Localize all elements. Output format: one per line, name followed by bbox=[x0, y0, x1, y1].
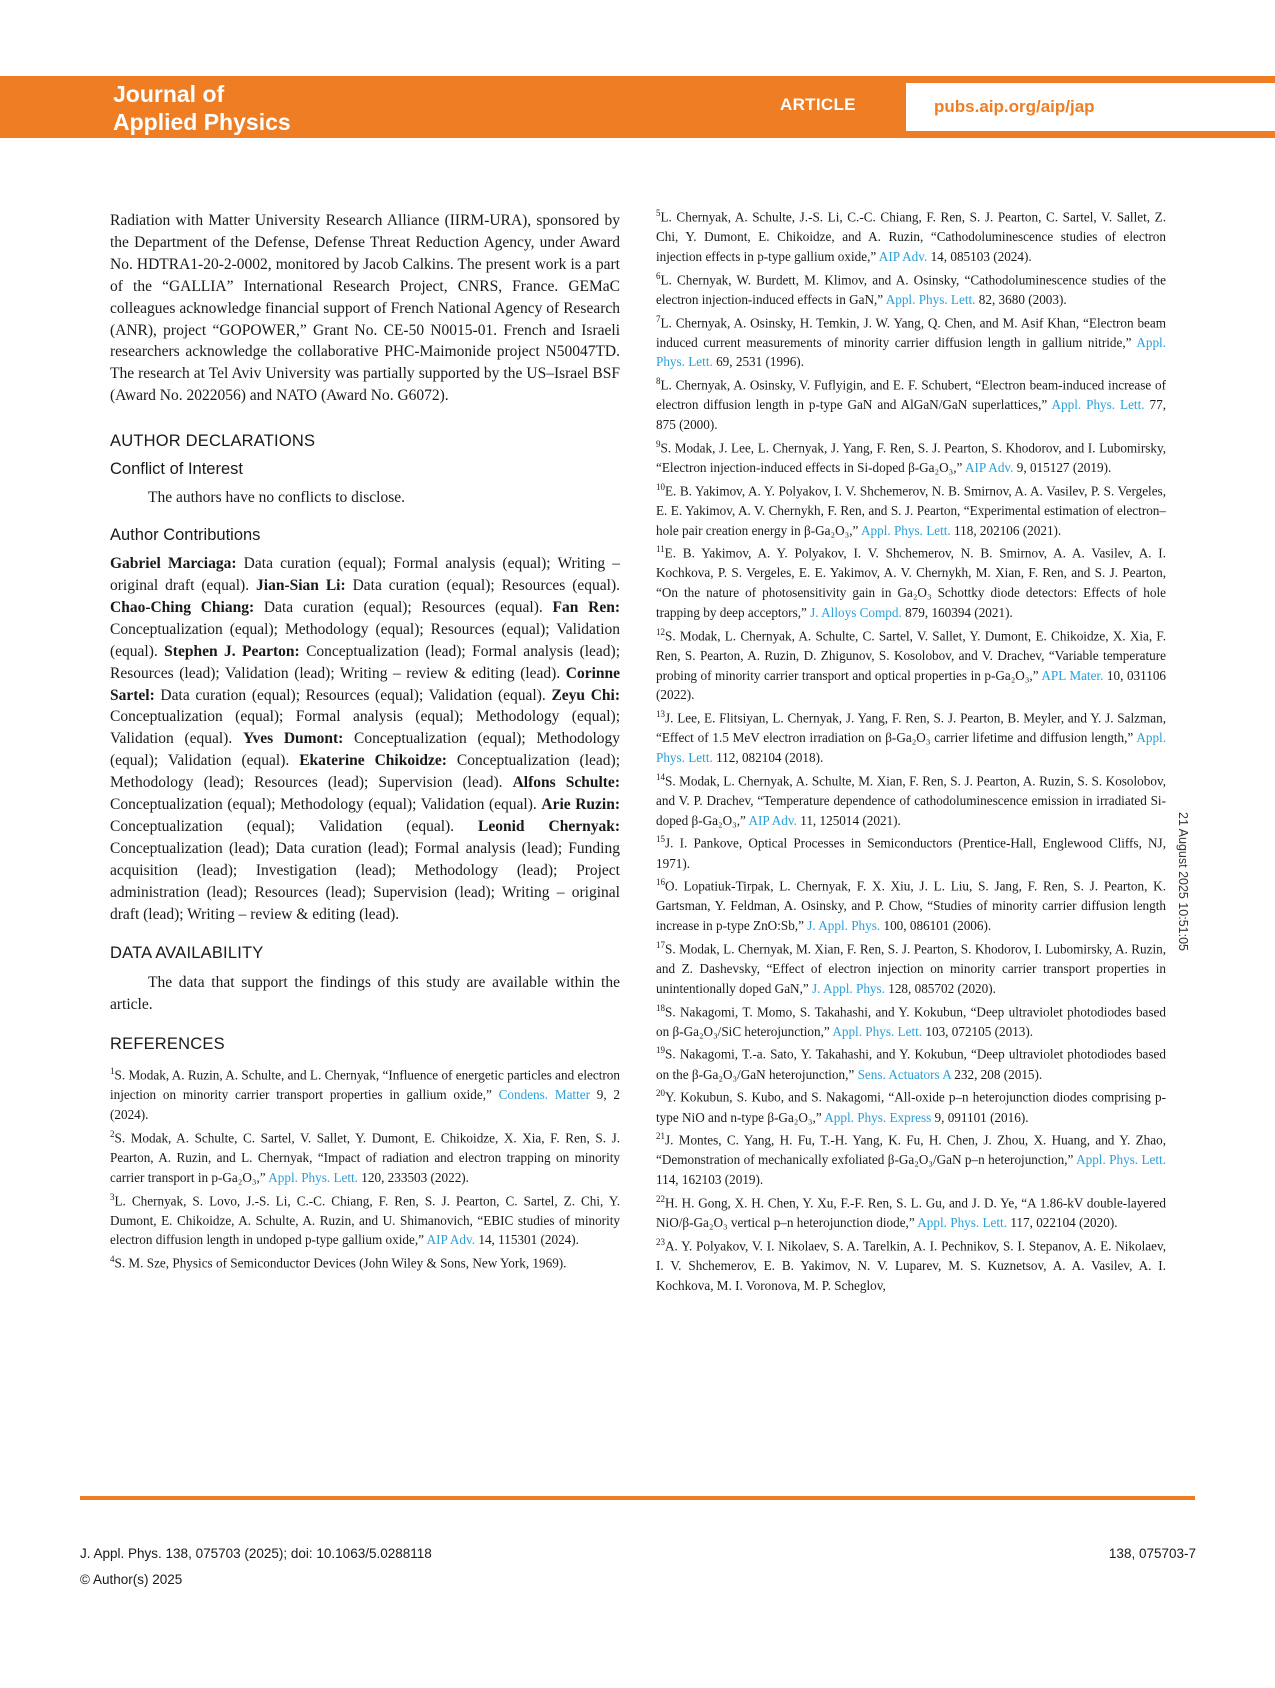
reference-text: L. Chernyak, A. Schulte, J.-S. Li, C.-C. Chiang, F. Ren, S. J. Pearton, C. Sartel, V. Sallet, Z. Chi, Y. Dumont, E. Chikoidze, and A. Ruzin, “Cathodoluminescence studies of electron injection effects in p-type gallium oxide,” bbox=[656, 209, 1166, 264]
contributor-roles: Conceptualization (equal); Formal analysis (equal); Methodology (equal); Validation (equal). bbox=[110, 708, 620, 748]
reference-volume-pages: 9, 015127 (2019). bbox=[1013, 459, 1112, 475]
reference-item bbox=[656, 873, 1166, 936]
journal-name-line2: Applied Physics bbox=[113, 109, 291, 135]
reference-number: 12 bbox=[656, 626, 665, 637]
reference-volume-pages: 69, 2531 (1996). bbox=[712, 354, 804, 370]
reference-journal-link[interactable]: Appl. Phys. Lett. bbox=[885, 291, 976, 307]
reference-text: J. I. Pankove, Optical Processes in Semiconductors (Prentice-Hall, Englewood Cliffs, NJ, 1971). bbox=[656, 835, 1166, 871]
data-availability-text: The data that support the findings of this study are available within the article. bbox=[110, 974, 620, 1014]
reference-number: 15 bbox=[656, 834, 665, 845]
reference-journal-link[interactable]: J. Appl. Phys. bbox=[812, 980, 885, 996]
reference-journal-link[interactable]: AIP Adv. bbox=[964, 459, 1014, 475]
reference-text: A. Y. Polyakov, V. I. Nikolaev, S. A. Tarelkin, A. I. Pechnikov, S. I. Stepanov, A. E. Nikolaev, I. V. Shchemerov, E. B. Yakimov, N. V. Luparev, M. S. Kuznetsov, A. A. Vasilev, A. I. Kochkova, M. I. Voronova, M. P. Scheglov, bbox=[656, 1238, 1166, 1293]
reference-number: 21 bbox=[656, 1131, 665, 1142]
reference-item bbox=[656, 623, 1166, 705]
reference-item bbox=[656, 540, 1166, 622]
reference-journal-link[interactable]: Appl. Phys. Lett. bbox=[656, 334, 1166, 370]
reference-journal-link[interactable]: Sens. Actuators A bbox=[857, 1066, 951, 1082]
reference-number: 5 bbox=[656, 208, 661, 218]
contributor-roles: Conceptualization (equal); Validation (equal). bbox=[110, 817, 479, 835]
acknowledgment-text: Radiation with Matter University Research Alliance (IIRM-URA), sponsored by the Department of the Defense, Defense Threat Reduction Agency, under Award No. HDTRA1-20-2-0002, monitored by Jacob Calkins. The present work is a part of the “GALLIA” International Research Project, CNRS, France. GEMaC colleagues acknowledge financial support of French National Agency of Research (ANR), project “GOPOWER,” Grant No. CE-50 N0015-01. French and Israeli researchers acknowledge the collaborative PHC-Maimonide project N50047TD. The research at Tel Aviv University was partially supported by the US–Israel BSF (Award No. 2022056) and NATO (Award No. G6072). bbox=[110, 212, 620, 405]
reference-text: S. Modak, L. Chernyak, M. Xian, F. Ren, S. J. Pearton, S. Khodorov, I. Lubomirsky, A. Ruzin, and Z. Dashevsky, “Effect of electron injection on minority carrier transport properties in unintentionally doped GaN,” bbox=[656, 941, 1166, 996]
reference-volume-pages: 128, 085702 (2020). bbox=[884, 980, 996, 996]
reference-number: 19 bbox=[656, 1045, 665, 1056]
reference-text: S. Modak, A. Ruzin, A. Schulte, and L. Chernyak, “Influence of energetic particles and electron injection on minority carrier transport properties in gallium oxide,” bbox=[110, 1067, 620, 1103]
reference-text: E. B. Yakimov, A. Y. Polyakov, I. V. Shchemerov, N. B. Smirnov, A. A. Vasilev, P. S. Vergeles, E. E. Yakimov, A. V. Chernykh, F. Ren, and S. J. Pearton, “Experimental estimation of electron–hole pair creation energy in β-Ga₂O₃,” bbox=[656, 483, 1166, 538]
reference-item bbox=[110, 1125, 620, 1188]
reference-number: 2 bbox=[110, 1128, 115, 1139]
reference-volume-pages: 14, 085103 (2024). bbox=[927, 248, 1032, 264]
article-type-label: ARTICLE bbox=[780, 95, 856, 114]
reference-number: 8 bbox=[656, 376, 661, 387]
reference-volume-pages: 14, 115301 (2024). bbox=[475, 1232, 579, 1248]
footer-copyright: © Author(s) 2025 bbox=[80, 1572, 183, 1587]
reference-number: 4 bbox=[110, 1254, 115, 1265]
reference-number: 13 bbox=[656, 709, 665, 720]
contributor-roles: Conceptualization (equal); Methodology (equal); Validation (equal). bbox=[110, 730, 620, 770]
reference-text: S. Modak, L. Chernyak, A. Schulte, M. Xian, F. Ren, S. J. Pearton, A. Ruzin, S. S. Kosolobov, and V. P. Drachev, “Temperature dependence of cathodoluminescence emission in irradiated Si-doped β-Ga₂O₃,” bbox=[656, 773, 1166, 828]
reference-list-right bbox=[656, 204, 1166, 1295]
reference-journal-link[interactable]: Condens. Matter bbox=[498, 1087, 590, 1103]
reference-number: 7 bbox=[656, 313, 661, 324]
contributor-name: Jian-Sian Li: bbox=[256, 576, 346, 594]
reference-text: L. Chernyak, S. Lovo, J.-S. Li, C.-C. Chiang, F. Ren, S. J. Pearton, C. Sartel, Z. Chi, Y. Dumont, E. Chikoidze, A. Schulte, A. Ruzin, and U. Shimanovich, “EBIC studies of minority electron diffusion length in undoped p-type gallium oxide,” bbox=[110, 1192, 620, 1248]
conflict-of-interest-text: The authors have no conflicts to disclose. bbox=[148, 489, 405, 507]
reference-text: J. Montes, C. Yang, H. Fu, T.-H. Yang, K. Fu, H. Chen, J. Zhou, X. Huang, and Y. Zhao, “Demonstration of mechanically exfoliated β-Ga₂O₃/GaN p–n heterojunction,” bbox=[656, 1132, 1166, 1168]
reference-journal-link[interactable]: AIP Adv. bbox=[426, 1232, 476, 1248]
reference-text: S. Nakagomi, T. Momo, S. Takahashi, and Y. Kokubun, “Deep ultraviolet photodiodes based on β-Ga₂O₃/SiC heterojunction,” bbox=[656, 1003, 1166, 1039]
reference-journal-link[interactable]: Appl. Phys. Lett. bbox=[917, 1215, 1008, 1231]
reference-number: 6 bbox=[656, 270, 661, 281]
reference-volume-pages: 10, 031106 (2022). bbox=[656, 667, 1167, 703]
reference-text: S. Modak, L. Chernyak, A. Schulte, C. Sartel, V. Sallet, Y. Dumont, E. Chikoidze, X. Xia, F. Ren, S. Pearton, A. Ruzin, D. Zhigunov, S. Kosolobov, and V. Drachev, “Variable temperature probing of minority carrier transport and optical properties in p-Ga₂O₃,” bbox=[656, 628, 1166, 683]
reference-text: J. Lee, E. Flitsiyan, L. Chernyak, J. Yang, F. Ren, S. J. Pearton, B. Meyler, and Y. J. Salzman, “Effect of 1.5 MeV electron irradiation on β-Ga₂O₃ carrier lifetime and diffusion length,” bbox=[656, 710, 1166, 746]
reference-volume-pages: 879, 160394 (2021). bbox=[901, 604, 1013, 620]
reference-item bbox=[656, 204, 1166, 267]
reference-item bbox=[110, 1188, 620, 1251]
reference-journal-link[interactable]: Appl. Phys. Lett. bbox=[268, 1169, 358, 1185]
reference-journal-link[interactable]: AIP Adv. bbox=[748, 812, 797, 828]
reference-item bbox=[656, 768, 1166, 831]
contributor-name: Alfons Schulte: bbox=[512, 774, 620, 792]
reference-number: 16 bbox=[656, 877, 665, 888]
contributor-name: Yves Dumont: bbox=[242, 730, 344, 748]
reference-volume-pages: 118, 202106 (2021). bbox=[950, 522, 1062, 538]
author-declarations-heading: AUTHOR DECLARATIONS bbox=[110, 432, 316, 451]
reference-number: 1 bbox=[110, 1066, 115, 1077]
reference-item bbox=[656, 999, 1166, 1042]
reference-journal-link[interactable]: AIP Adv. bbox=[878, 248, 928, 264]
reference-text: L. Chernyak, W. Burdett, M. Klimov, and A. Osinsky, “Cathodoluminescence studies of the electron injection-induced effects in GaN,” bbox=[656, 272, 1166, 307]
reference-volume-pages: 112, 082104 (2018). bbox=[712, 750, 824, 766]
reference-journal-link[interactable]: Appl. Phys. Lett. bbox=[656, 730, 1166, 766]
reference-item bbox=[656, 435, 1166, 478]
reference-volume-pages: 103, 072105 (2013). bbox=[922, 1023, 1034, 1039]
contributor-name: Chao-Ching Chiang: bbox=[110, 598, 255, 616]
reference-item bbox=[656, 1084, 1166, 1127]
reference-volume-pages: 9, 2 (2024). bbox=[110, 1087, 621, 1123]
reference-item bbox=[656, 310, 1166, 373]
contributor-name: Zeyu Chi: bbox=[551, 686, 620, 704]
reference-item bbox=[110, 1250, 620, 1273]
contributor-name: Fan Ren: bbox=[552, 598, 620, 616]
reference-text: L. Chernyak, A. Osinsky, H. Temkin, J. W. Yang, Q. Chen, and M. Asif Khan, “Electron beam induced current measurements of minority carrier diffusion length in gallium nitride,” bbox=[656, 314, 1166, 350]
reference-number: 20 bbox=[656, 1088, 665, 1099]
reference-number: 18 bbox=[656, 1002, 665, 1013]
right-column bbox=[656, 204, 1166, 1295]
contributor-name: Ekaterine Chikoidze: bbox=[299, 752, 447, 770]
reference-text: L. Chernyak, A. Osinsky, V. Fuflyigin, and E. F. Schubert, “Electron beam-induced increase of electron diffusion length in p-type GaN and AlGaN/GaN superlattices,” bbox=[656, 377, 1166, 413]
reference-item bbox=[656, 1041, 1166, 1084]
reference-item bbox=[656, 830, 1166, 873]
contributor-name: Arie Ruzin: bbox=[541, 796, 620, 814]
footer-page-number: 138, 075703-7 bbox=[1108, 1546, 1196, 1561]
reference-text: O. Lopatiuk-Tirpak, L. Chernyak, F. X. Xiu, J. L. Liu, S. Jang, F. Ren, S. J. Pearton, K. Gartsman, Y. Feldman, A. Osinsky, and P. Chow, “Studies of minority carrier diffusion length increase in p-type ZnO:Sb,” bbox=[656, 878, 1166, 934]
reference-item bbox=[656, 1190, 1166, 1233]
journal-url-link[interactable]: pubs.aip.org/aip/jap bbox=[934, 97, 1095, 116]
reference-journal-link[interactable]: APL Mater. bbox=[1041, 667, 1104, 683]
reference-text: S. M. Sze, Physics of Semiconductor Devices (John Wiley & Sons, New York, 1969). bbox=[114, 1255, 567, 1271]
contributor-roles: Data curation (equal); Resources (equal). bbox=[254, 598, 553, 616]
reference-volume-pages: 11, 125014 (2021). bbox=[796, 812, 901, 828]
reference-journal-link[interactable]: J. Appl. Phys. bbox=[807, 918, 881, 934]
footer-rule bbox=[80, 1496, 1195, 1500]
reference-journal-link[interactable]: Appl. Phys. Express bbox=[824, 1109, 932, 1125]
reference-item bbox=[110, 1062, 620, 1125]
reference-journal-link[interactable]: Appl. Phys. Lett. bbox=[832, 1023, 923, 1039]
reference-text: Y. Kokubun, S. Kubo, and S. Nakagomi, “All-oxide p–n heterojunction diodes comprising p-type NiO and n-type β-Ga₂O₃,” bbox=[656, 1089, 1166, 1125]
reference-item bbox=[656, 478, 1166, 541]
reference-journal-link[interactable]: Appl. Phys. Lett. bbox=[1051, 397, 1145, 413]
contributor-roles: Data curation (equal); Resources (equal). bbox=[345, 576, 620, 594]
reference-item bbox=[656, 1233, 1166, 1296]
reference-journal-link[interactable]: J. Alloys Compd. bbox=[810, 604, 902, 620]
reference-number: 17 bbox=[656, 939, 665, 950]
journal-name-line1: Journal of bbox=[113, 81, 225, 107]
journal-url-box[interactable] bbox=[903, 80, 1275, 134]
reference-item bbox=[656, 936, 1166, 999]
reference-journal-link[interactable]: Appl. Phys. Lett. bbox=[1076, 1152, 1167, 1168]
reference-text: S. Modak, A. Schulte, C. Sartel, V. Sallet, Y. Dumont, E. Chikoidze, X. Xia, F. Ren, S. J. Pearton, A. Ruzin, and L. Chernyak, “Impact of radiation and electron trapping on minority carrier transport in p-Ga₂O₃,” bbox=[110, 1130, 620, 1185]
journal-name bbox=[113, 80, 291, 136]
reference-number: 10 bbox=[656, 481, 665, 492]
reference-journal-link[interactable]: Appl. Phys. Lett. bbox=[860, 522, 951, 538]
contributor-roles: Data curation (equal); Formal analysis (equal); Writing – original draft (equal). bbox=[110, 555, 620, 594]
reference-item bbox=[656, 267, 1166, 310]
reference-volume-pages: 82, 3680 (2003). bbox=[975, 291, 1067, 307]
reference-item bbox=[656, 705, 1166, 768]
references-heading: REFERENCES bbox=[110, 1035, 225, 1054]
contributor-roles: Conceptualization (lead); Data curation (lead); Formal analysis (lead); Funding acquisition (lead); Investigation (lead); Methodology (lead); Project administration (lead); Resources (lead); Supervision (lead); Writing – original draft (lead); Writing – review & editing (lead). bbox=[110, 839, 620, 923]
reference-text: S. Nakagomi, T.-a. Sato, Y. Takahashi, and Y. Kokubun, “Deep ultraviolet photodiodes based on the β-Ga₂O₃/GaN heterojunction,” bbox=[656, 1046, 1166, 1082]
contributor-roles: Conceptualization (lead); Methodology (lead); Resources (lead); Supervision (lead). bbox=[110, 752, 621, 792]
contributor-roles: Conceptualization (lead); Formal analysis (lead); Resources (lead); Validation (lead); Writing – review & editing (lead). bbox=[110, 642, 621, 682]
footer-citation: J. Appl. Phys. 138, 075703 (2025); doi: 10.1063/5.0288118 bbox=[80, 1546, 432, 1561]
author-contributions-text bbox=[110, 553, 620, 925]
reference-volume-pages: 9, 091101 (2016). bbox=[931, 1109, 1029, 1125]
reference-item bbox=[656, 1127, 1166, 1190]
reference-volume-pages: 117, 022104 (2020). bbox=[1007, 1215, 1118, 1231]
contributor-name: Corinne Sartel: bbox=[110, 664, 620, 704]
left-column bbox=[110, 210, 620, 1273]
reference-number: 14 bbox=[656, 771, 665, 782]
contributor-name: Gabriel Marciaga: bbox=[110, 555, 237, 573]
download-timestamp-text: 21 August 2025 10:51:05 bbox=[1176, 812, 1190, 952]
reference-number: 23 bbox=[656, 1236, 665, 1247]
reference-volume-pages: 114, 162103 (2019). bbox=[656, 1172, 764, 1188]
reference-item bbox=[656, 372, 1166, 435]
contributor-roles: Conceptualization (equal); Methodology (equal); Resources (equal); Validation (equal). bbox=[110, 620, 620, 660]
conflict-of-interest-heading: Conflict of Interest bbox=[110, 460, 243, 479]
data-availability-heading: DATA AVAILABILITY bbox=[110, 944, 264, 963]
contributor-name: Leonid Chernyak: bbox=[478, 817, 620, 835]
reference-volume-pages: 77, 875 (2000). bbox=[656, 397, 1166, 433]
reference-volume-pages: 120, 233503 (2022). bbox=[357, 1169, 469, 1185]
reference-text: S. Modak, J. Lee, L. Chernyak, J. Yang, F. Ren, S. J. Pearton, S. Khodorov, and I. Lubomirsky, “Electron injection-induced effects in Si-doped β-Ga₂O₃,” bbox=[656, 440, 1166, 475]
reference-volume-pages: 100, 086101 (2006). bbox=[880, 918, 992, 934]
reference-list-left bbox=[110, 1062, 620, 1273]
reference-number: 9 bbox=[656, 438, 661, 449]
reference-number: 22 bbox=[656, 1193, 665, 1204]
contributor-name: Stephen J. Pearton: bbox=[164, 642, 300, 660]
reference-text: E. B. Yakimov, A. Y. Polyakov, I. V. Shchemerov, N. B. Smirnov, A. A. Vasilev, A. I. Kochkova, P. S. Vergeles, E. E. Yakimov, A. V. Chernykh, M. Xian, F. Ren, and S. J. Pearton, “On the nature of photosensitivity gain in Ga₂O₃ Schottky diode detectors: Effects of hole trapping by deep acceptors,” bbox=[656, 545, 1166, 620]
reference-number: 3 bbox=[110, 1191, 115, 1202]
author-contributions-heading: Author Contributions bbox=[110, 526, 261, 545]
reference-text: H. H. Gong, X. H. Chen, Y. Xu, F.-F. Ren, S. L. Gu, and J. D. Ye, “A 1.86-kV double-layered NiO/β-Ga₂O₃ vertical p–n heterojunction diode,” bbox=[656, 1195, 1166, 1231]
download-timestamp bbox=[1175, 812, 1191, 962]
contributor-roles: Conceptualization (equal); Methodology (equal); Validation (equal). bbox=[110, 796, 542, 814]
reference-number: 11 bbox=[656, 544, 665, 555]
reference-volume-pages: 232, 208 (2015). bbox=[951, 1066, 1043, 1082]
contributor-roles: Data curation (equal); Resources (equal); Validation (equal). bbox=[154, 686, 552, 704]
